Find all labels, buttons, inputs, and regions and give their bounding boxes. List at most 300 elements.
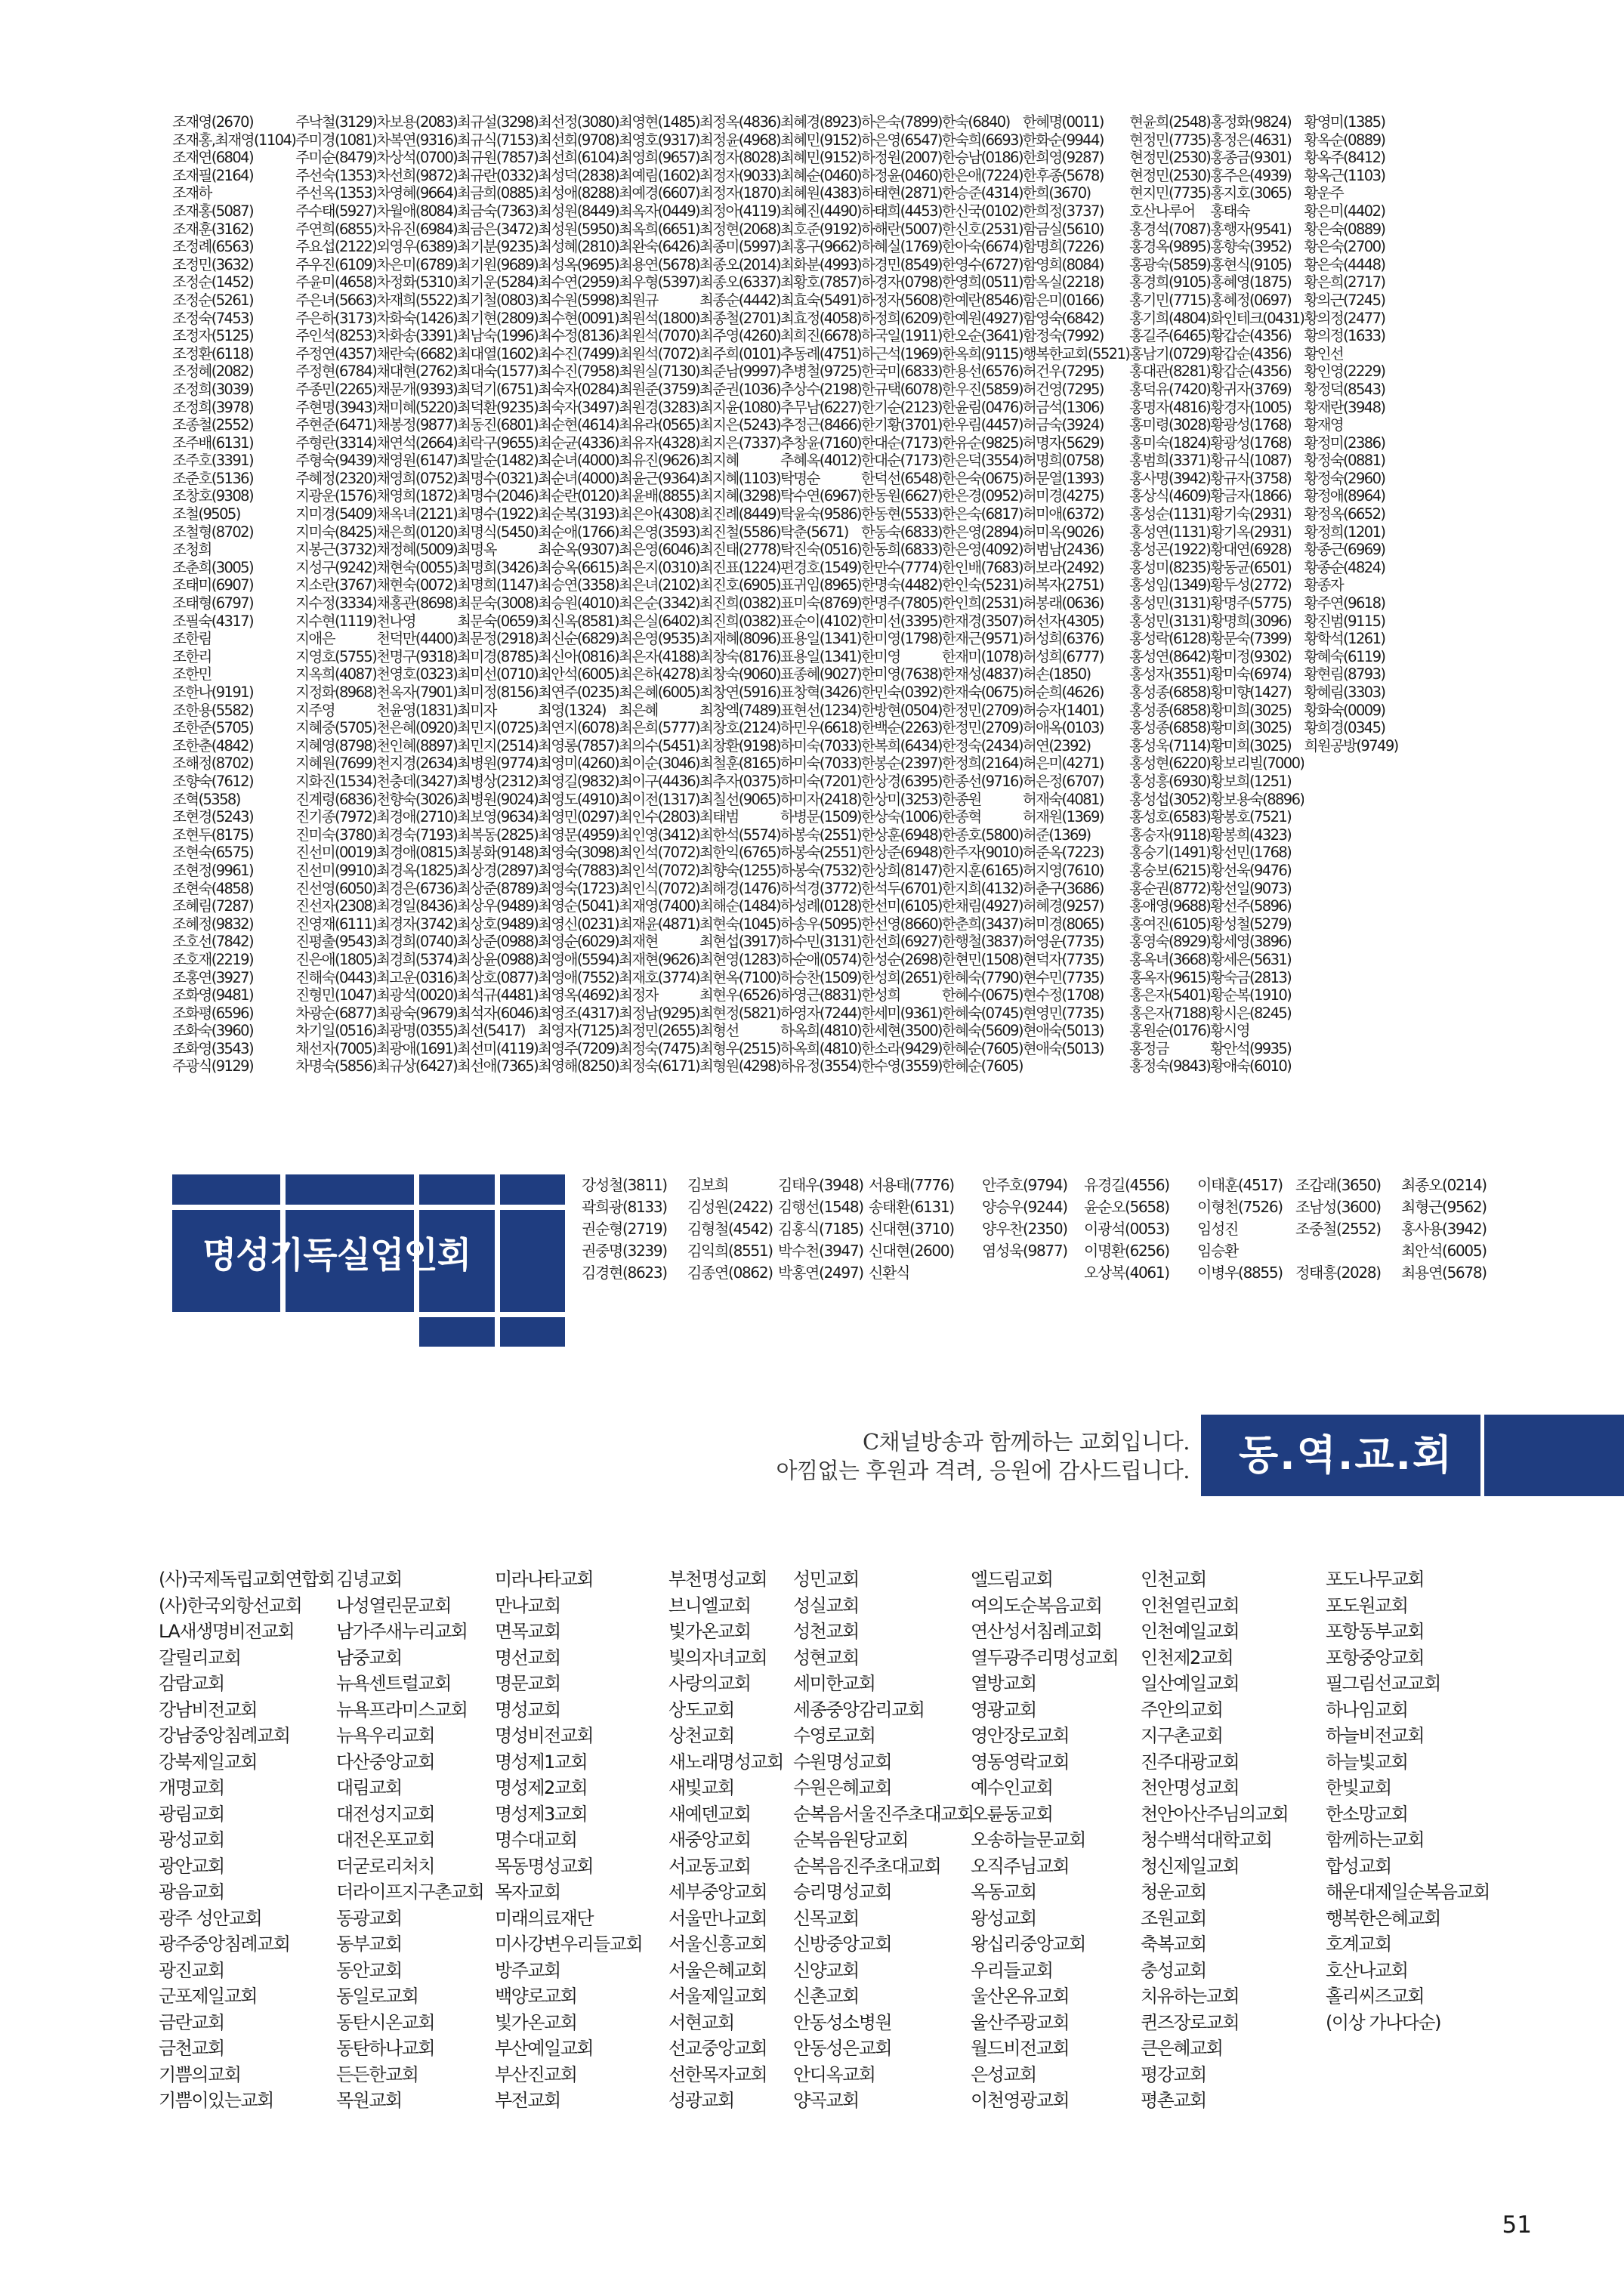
donor-name: 최창연(5916) <box>699 684 780 701</box>
donor-name: 최효숙(5491) <box>780 291 861 309</box>
donor-name: 한승남(0186) <box>941 149 1023 167</box>
donor-name: 최향숙(1255) <box>699 861 780 879</box>
donor-name: 최인식(7072) <box>619 879 700 897</box>
church-name: 하늘빛교회 <box>1326 1751 1408 1773</box>
donor-name: 진선영(6050) <box>295 879 377 897</box>
donor-name: 천명구(9318) <box>376 647 458 665</box>
donor-name: 황갑순(4356) <box>1210 327 1292 345</box>
donor-name: 최기원(9689) <box>457 255 539 273</box>
donor-name: 홍덕유(7420) <box>1129 380 1211 398</box>
donor-name: 현정민(7735) <box>1129 131 1211 149</box>
donor-name: 한채림(4927) <box>941 897 1023 915</box>
donor-name: 한동숙(6833) <box>860 523 942 541</box>
donor-name: 최보영(9634) <box>457 808 539 826</box>
donor-name: 황보용숙(8896) <box>1210 790 1304 808</box>
church-name: 미라나타교회 <box>495 1569 594 1590</box>
donor-name: 최재호(3774) <box>619 968 700 986</box>
donor-name: 최순녀(4000) <box>538 452 619 470</box>
donor-name: 최지혜 <box>699 452 739 470</box>
donor-name: 홍애영(9688) <box>1129 897 1211 915</box>
donor-name: 홍행자(9541) <box>1210 220 1292 238</box>
church-name: 진주대광교회 <box>1141 1751 1240 1773</box>
group-member: 김보희 <box>687 1176 729 1194</box>
donor-name: 탁춘(5671) <box>780 523 848 541</box>
church-name: 퀸즈장로교회 <box>1141 2011 1240 2033</box>
donor-name: 최연지(6078) <box>538 719 619 737</box>
donor-name: 채봉정(9877) <box>376 416 458 434</box>
church-name: 새빛교회 <box>668 1777 734 1798</box>
donor-name: 하영자(7244) <box>780 1004 861 1022</box>
donor-name: 최금희(0885) <box>457 184 539 202</box>
donor-name: 최혜진(4490) <box>780 202 861 220</box>
church-name: 신촌교회 <box>793 1986 859 2007</box>
donor-name: 최원준(3759) <box>619 380 700 398</box>
donor-name: 최은하(4278) <box>619 665 700 684</box>
donor-name: 황미희(3025) <box>1210 719 1292 737</box>
church-name: 면목교회 <box>495 1621 560 1642</box>
donor-name: 홍경옥(9895) <box>1129 238 1211 256</box>
donor-name: 황재란(3948) <box>1304 398 1385 416</box>
donor-name: 조재하 <box>172 184 211 202</box>
donor-name: 최말순(1482) <box>457 452 539 470</box>
donor-column <box>172 113 295 1076</box>
donor-name: 주낙철(3129) <box>295 113 377 131</box>
donor-name: 최석규(4481) <box>457 986 539 1005</box>
church-name: 빛가온교회 <box>668 1621 751 1642</box>
donor-name: 한옥희(9115) <box>941 344 1023 363</box>
donor-name: 조종철(2552) <box>172 416 253 434</box>
donor-name: 지혜영(8798) <box>295 736 377 755</box>
donor-name: 황정희(1201) <box>1304 523 1385 541</box>
donor-name: 허금석(1306) <box>1022 398 1104 416</box>
donor-name: 조재필(2164) <box>172 166 253 184</box>
donor-name: 함금실(5610) <box>1022 220 1104 238</box>
donor-name: 한인숙(5231) <box>941 576 1023 594</box>
group-member: 이병우(8855) <box>1197 1264 1283 1282</box>
donor-name: 최철훈(8165) <box>699 755 780 773</box>
donor-name: 최효정(4058) <box>780 309 861 327</box>
banner-block <box>419 1317 495 1347</box>
donor-name: 한숙(6840) <box>941 113 1010 131</box>
donor-name: 황미정(9302) <box>1210 647 1292 665</box>
donor-name: 한복희(6434) <box>860 736 942 755</box>
donor-name: 한종원 <box>941 790 981 808</box>
donor-name: 탁수연(6967) <box>780 487 861 505</box>
donor-name: 최영롱(7857) <box>538 736 619 755</box>
donor-name: 지수현(1119) <box>295 612 377 630</box>
group-member: 김태우(3948) <box>778 1176 863 1194</box>
donor-name: 한상희(8147) <box>860 861 942 879</box>
donor-name: 하봉숙(2551) <box>780 826 861 844</box>
donor-name: 최진철(5586) <box>699 523 780 541</box>
donor-name: 최영희(9657) <box>619 149 700 167</box>
church-name: 서현교회 <box>668 2011 734 2033</box>
donor-name: 추무남(6227) <box>780 398 861 416</box>
donor-name: 추병철(9725) <box>780 363 861 381</box>
donor-name: 최혜순(0460) <box>780 166 861 184</box>
donor-name: 천충데(3427) <box>376 772 458 790</box>
donor-name: 한덕선(6548) <box>860 469 942 487</box>
donor-name: 최진태(2778) <box>699 541 780 559</box>
donor-name: 차보용(2083) <box>376 113 458 131</box>
banner-block <box>500 1174 565 1205</box>
donor-name: 지애은 <box>295 630 335 648</box>
donor-name: 황숙금(2813) <box>1210 968 1292 986</box>
donor-name: 황선주(5896) <box>1210 897 1292 915</box>
donor-name: 차명숙(5856) <box>295 1057 377 1076</box>
donor-name: 홍성현(6220) <box>1129 755 1211 773</box>
donor-name: 황영미(1385) <box>1304 113 1385 131</box>
donor-name: 현애숙(5013) <box>1022 1039 1104 1057</box>
donor-name: 최현옥(7100) <box>699 968 780 986</box>
donor-name: 주우진(6109) <box>295 255 377 273</box>
group-member: 박홍연(2497) <box>778 1264 863 1282</box>
donor-name: 최윤배(8855) <box>619 487 700 505</box>
church-name: 인천예일교회 <box>1141 1621 1240 1642</box>
donor-name: 한은숙(0675) <box>941 469 1023 487</box>
donor-name: 최문숙(3008) <box>457 594 539 613</box>
church-name: 청수백석대학교회 <box>1141 1829 1272 1850</box>
donor-name: 최주희(0101) <box>699 344 780 363</box>
donor-name: 최승옥(6615) <box>538 558 619 576</box>
donor-name: 최종철(2701) <box>699 309 780 327</box>
donor-name: 최경희(0740) <box>376 933 458 951</box>
donor-name: 최명옥 <box>457 541 496 559</box>
church-name: 광주중앙침례교회 <box>159 1933 290 1955</box>
church-name: 부전교회 <box>495 2090 560 2111</box>
donor-name: 황경자(1005) <box>1210 398 1292 416</box>
donor-name: 황화숙(0009) <box>1304 701 1385 719</box>
donor-name: 최영신(0231) <box>538 915 619 933</box>
donor-name: 한명주(7805) <box>860 594 942 613</box>
donor-name: 한수영(3559) <box>860 1057 942 1076</box>
donor-name: 황옥근(1103) <box>1304 166 1385 184</box>
donor-name: 조정환(6118) <box>172 344 253 363</box>
church-name: 목자교회 <box>495 1881 560 1903</box>
church-name: 양곡교회 <box>793 2090 859 2111</box>
donor-name: 최경옥(1825) <box>376 861 458 879</box>
donor-name: 최종순(4442) <box>699 291 780 309</box>
donor-column <box>1023 113 1129 1076</box>
donor-name: 최원석(7072) <box>619 344 700 363</box>
donor-name: 현수민(7735) <box>1022 968 1104 986</box>
donor-name: 최정자 <box>619 986 658 1005</box>
donor-name: 한정민(2709) <box>941 719 1023 737</box>
donor-name: 최추자(0375) <box>699 772 780 790</box>
donor-name: 한현민(1508) <box>941 950 1023 968</box>
church-column <box>1326 1566 1503 2114</box>
donor-name: 홍성민(3131) <box>1129 612 1211 630</box>
church-name: 강북제일교회 <box>159 1751 258 1773</box>
donor-name: 한성희(2651) <box>860 968 942 986</box>
group-member: 최형근(9562) <box>1401 1198 1487 1216</box>
church-name: 인천열린교회 <box>1141 1594 1240 1616</box>
donor-name: 하혜실(1769) <box>860 238 942 256</box>
donor-name: 채란숙(6682) <box>376 344 458 363</box>
donor-name: 한예란(8546) <box>941 291 1023 309</box>
church-name: 대림교회 <box>336 1777 402 1798</box>
donor-name: 조주호(3391) <box>172 452 253 470</box>
donor-name: 최순란(0120) <box>538 487 619 505</box>
donor-name: 최미자 <box>457 701 496 719</box>
donor-name: 최수원(5998) <box>538 291 619 309</box>
donor-name: 한명숙(4482) <box>860 576 942 594</box>
donor-name: 황애숙(6010) <box>1210 1057 1292 1076</box>
group-member: 유경길(4556) <box>1084 1176 1169 1194</box>
donor-name: 진선미(0019) <box>295 844 377 862</box>
church-name: 동탄하나교회 <box>336 2038 435 2059</box>
donor-name: 황옥순(0889) <box>1304 131 1385 149</box>
donor-name: 조현경(5243) <box>172 808 253 826</box>
donor-name: 한은숙(6817) <box>941 505 1023 523</box>
donor-name: 지성구(9242) <box>295 558 377 576</box>
church-name: 열방교회 <box>971 1673 1036 1694</box>
donor-name: 최재영(7400) <box>619 897 700 915</box>
donor-name: 최지윤(1080) <box>699 398 780 416</box>
church-name: 개명교회 <box>159 1777 224 1798</box>
donor-name: 한미영 <box>860 647 900 665</box>
donor-name: 최재현(9626) <box>619 950 700 968</box>
church-name: 강남비전교회 <box>159 1699 258 1721</box>
donor-name: 황현림(8793) <box>1304 665 1385 684</box>
donor-name: 한선미(6105) <box>860 897 942 915</box>
donor-name: 조준호(5136) <box>172 469 253 487</box>
church-name: 부산예일교회 <box>495 2038 594 2059</box>
group-member: 신대현(3710) <box>869 1220 954 1238</box>
church-name: 천안아산주님의교회 <box>1141 1803 1289 1825</box>
church-name: 새노래명성교회 <box>668 1751 783 1773</box>
donor-name: 황재영 <box>1304 416 1344 434</box>
donor-name: 조정례(6563) <box>172 238 253 256</box>
donor-name: 최병상(2312) <box>457 772 539 790</box>
donor-name: 황세영(3896) <box>1210 933 1292 951</box>
donor-name: 하정원(2007) <box>860 149 942 167</box>
donor-name: 최이구(4436) <box>619 772 700 790</box>
donor-name: 진계령(6836) <box>295 790 377 808</box>
donor-name: 최예림(1602) <box>619 166 700 184</box>
donor-name: 최화분(4993) <box>780 255 861 273</box>
donor-name: 하정윤(0460) <box>860 166 942 184</box>
donor-name: 최은실(6402) <box>619 612 700 630</box>
donor-name: 주선숙(1353) <box>295 166 377 184</box>
page-number: 51 <box>1502 2211 1532 2239</box>
group-member: 오상복(4061) <box>1084 1264 1169 1282</box>
donor-name: 한혜숙(5609) <box>941 1022 1023 1040</box>
donor-name: 황귀자(3769) <box>1210 380 1292 398</box>
church-name: 명성비전교회 <box>495 1725 594 1746</box>
donor-name: 진미숙(3780) <box>295 826 377 844</box>
church-name: 우리들교회 <box>971 1959 1053 1981</box>
donor-name: 최순옥(9307) <box>538 541 619 559</box>
church-name: 광성교회 <box>159 1829 224 1850</box>
church-name: 홀리씨즈교회 <box>1326 1986 1425 2007</box>
church-name: 서울만나교회 <box>668 1907 767 1929</box>
donor-name: 최명희(1147) <box>457 576 539 594</box>
donor-name: 황시영 <box>1210 1022 1249 1040</box>
donor-name: 하은영(6547) <box>860 131 942 149</box>
church-name: 명성교회 <box>495 1699 560 1721</box>
donor-name: 황봉희(4323) <box>1210 826 1292 844</box>
donor-name: 함명희(7226) <box>1022 238 1104 256</box>
donor-name: 조정자(5125) <box>172 327 253 345</box>
donor-name: 최정옥(4836) <box>699 113 780 131</box>
donor-name: 최영미(4260) <box>538 755 619 773</box>
donor-name: 최은혜 <box>619 701 658 719</box>
donor-name: 함영희(8084) <box>1022 255 1104 273</box>
donor-name: 하태희(4453) <box>860 202 942 220</box>
donor-name: 주요섭(2122) <box>295 238 377 256</box>
donor-name: 최기운(5284) <box>457 273 539 292</box>
donor-name: 조화영(9481) <box>172 986 253 1005</box>
donor-name: 홍성연(1131) <box>1129 523 1211 541</box>
donor-name: 최원규 <box>619 291 658 309</box>
donor-name: 홍성순(1131) <box>1129 505 1211 523</box>
donor-name: 황옥주(8412) <box>1304 149 1385 167</box>
donor-name: 지소란(3767) <box>295 576 377 594</box>
donor-name: 최상준(0988) <box>457 933 539 951</box>
donor-name: 차상석(0700) <box>376 149 458 167</box>
church-name: 신양교회 <box>793 1959 859 1981</box>
donor-name: 한혜숙(0745) <box>941 1004 1023 1022</box>
donor-name: 최선정(3080) <box>538 113 619 131</box>
donor-name: 채옥녀(2121) <box>376 505 458 523</box>
donor-name: 최경희(5374) <box>376 950 458 968</box>
donor-name: 최대숙(1577) <box>457 363 539 381</box>
donor-name: 한아숙(6674) <box>941 238 1023 256</box>
church-name: 빛의자녀교회 <box>668 1646 767 1668</box>
donor-name: 표미숙(8769) <box>780 594 861 613</box>
church-name: 평촌교회 <box>1141 2090 1206 2111</box>
donor-name: 함정숙(7992) <box>1022 327 1104 345</box>
church-name: 천안명성교회 <box>1141 1777 1240 1798</box>
donor-name: 최재혜(8096) <box>699 630 780 648</box>
donor-name: 하정희(6209) <box>860 309 942 327</box>
donor-name: 최정남(9295) <box>619 1004 700 1022</box>
donor-name: 표용일(1341) <box>780 647 861 665</box>
donor-name: 홍성곤(1922) <box>1129 541 1211 559</box>
donor-name: 지수정(3334) <box>295 594 377 613</box>
donor-name: 최규란(0332) <box>457 166 539 184</box>
church-name: 동광교회 <box>336 1907 402 1929</box>
donor-name: 추혜옥(4012) <box>780 452 861 470</box>
donor-name: 황의정(1633) <box>1304 327 1385 345</box>
church-name: 충성교회 <box>1141 1959 1206 1981</box>
donor-column <box>1304 113 1397 1076</box>
church-name: 동탄시온교회 <box>336 2011 435 2033</box>
group-member: 권순형(2719) <box>582 1220 667 1238</box>
donor-name: 조정순(5261) <box>172 291 253 309</box>
donor-name: 천인혜(8897) <box>376 736 458 755</box>
donor-name: 한종혁 <box>941 808 981 826</box>
donor-name: 황미숙(6974) <box>1210 665 1292 684</box>
group-member: 조갑래(3650) <box>1295 1176 1381 1194</box>
group-title: 명성기독실업인회 <box>202 1235 471 1276</box>
donor-name: 최정숙(6171) <box>619 1057 700 1076</box>
group-member: 김경현(8623) <box>582 1264 667 1282</box>
donor-name: 주혜정(2320) <box>295 469 377 487</box>
group-member: 양우찬(2350) <box>982 1220 1067 1238</box>
donor-name: 한후종(5678) <box>1022 166 1104 184</box>
thanks-message <box>776 1427 1190 1485</box>
donor-name: 최미정(8156) <box>457 684 539 701</box>
donor-name: 황광성(1768) <box>1210 434 1292 452</box>
church-name: 서울신흥교회 <box>668 1933 767 1955</box>
group-member: 임성진 <box>1197 1220 1239 1238</box>
donor-name: 최지혜(3298) <box>699 487 780 505</box>
donor-name: 최순균(4336) <box>538 434 619 452</box>
donor-name: 최영현(1485) <box>619 113 700 131</box>
donor-name: 최경자(3742) <box>376 915 458 933</box>
donor-name: 최승원(4010) <box>538 594 619 613</box>
donor-column <box>295 113 376 1076</box>
donor-name: 최선(5417) <box>457 1022 525 1040</box>
donor-name: 최성혜(2810) <box>538 238 619 256</box>
donor-name: 홍길주(6465) <box>1129 327 1211 345</box>
donor-name: 황진범(9115) <box>1304 612 1385 630</box>
donor-name: 최봉화(9148) <box>457 844 539 862</box>
donor-name: 최형원(4298) <box>699 1057 780 1076</box>
donor-name: 황혜림(3303) <box>1304 684 1385 701</box>
donor-name: 조재홍(5087) <box>172 202 253 220</box>
donor-name: 한주자(9010) <box>941 844 1023 862</box>
donor-name: 한혜명(0011) <box>1022 113 1104 131</box>
church-name: 광림교회 <box>159 1803 224 1825</box>
donor-name: 차화송(3391) <box>376 327 458 345</box>
church-name: 안동성은교회 <box>793 2038 892 2059</box>
donor-name: 최혜경(8923) <box>780 113 861 131</box>
donor-name: 최지은(7337) <box>699 434 780 452</box>
group-member: 최종오(0214) <box>1401 1176 1487 1194</box>
donor-name: 최진호(6905) <box>699 576 780 594</box>
donor-name: 채홍관(8698) <box>376 594 458 613</box>
donor-name: 최인수(2803) <box>619 808 700 826</box>
church-name: 안동성소병원 <box>793 2011 892 2033</box>
donor-name: 황미희(3025) <box>1210 736 1292 755</box>
donor-name: 지옥희(4087) <box>295 665 377 684</box>
donor-name: 최경은(6736) <box>376 879 458 897</box>
donor-name: 하봉숙(7532) <box>780 861 861 879</box>
donor-name: 최진례(8449) <box>699 505 780 523</box>
donor-name: 채대현(2762) <box>376 363 458 381</box>
donor-name: 최혜민(9152) <box>780 131 861 149</box>
church-name: 포항동부교회 <box>1326 1621 1425 1642</box>
donor-name: 최윤근(9364) <box>619 469 700 487</box>
donor-name: 홍은자(7188) <box>1129 1004 1211 1022</box>
donor-name: 한희정(3737) <box>1022 202 1104 220</box>
donor-name: 하옥희(4810) <box>780 1039 861 1057</box>
donor-name: 현윤희(2548) <box>1129 113 1211 131</box>
donor-name: 한동희(6833) <box>860 541 942 559</box>
donor-name: 홍기민(7715) <box>1129 291 1211 309</box>
donor-name: 홍현식(9105) <box>1210 255 1292 273</box>
church-name: 선교중앙교회 <box>668 2038 767 2059</box>
church-name: 뉴욕우리교회 <box>336 1725 435 1746</box>
group-member: 김홍식(7185) <box>778 1220 863 1238</box>
church-name: 예수인교회 <box>971 1777 1053 1798</box>
donor-name: 주현준(6471) <box>295 416 377 434</box>
donor-name: 조한준(5705) <box>172 719 253 737</box>
donor-name: 최해순(1484) <box>699 897 780 915</box>
church-name: 조원교회 <box>1141 1907 1206 1929</box>
donor-name: 허재숙(4081) <box>1022 790 1104 808</box>
donor-name: 홍성종(6858) <box>1129 719 1211 737</box>
church-name: 동부교회 <box>336 1933 402 1955</box>
donor-name: 홍여진(6105) <box>1129 915 1211 933</box>
donor-name: 채현숙(0055) <box>376 558 458 576</box>
donor-name: 한윤림(0476) <box>941 398 1023 416</box>
donor-name: 홍성미(8235) <box>1129 558 1211 576</box>
donor-name: 한정희(2164) <box>941 755 1023 773</box>
